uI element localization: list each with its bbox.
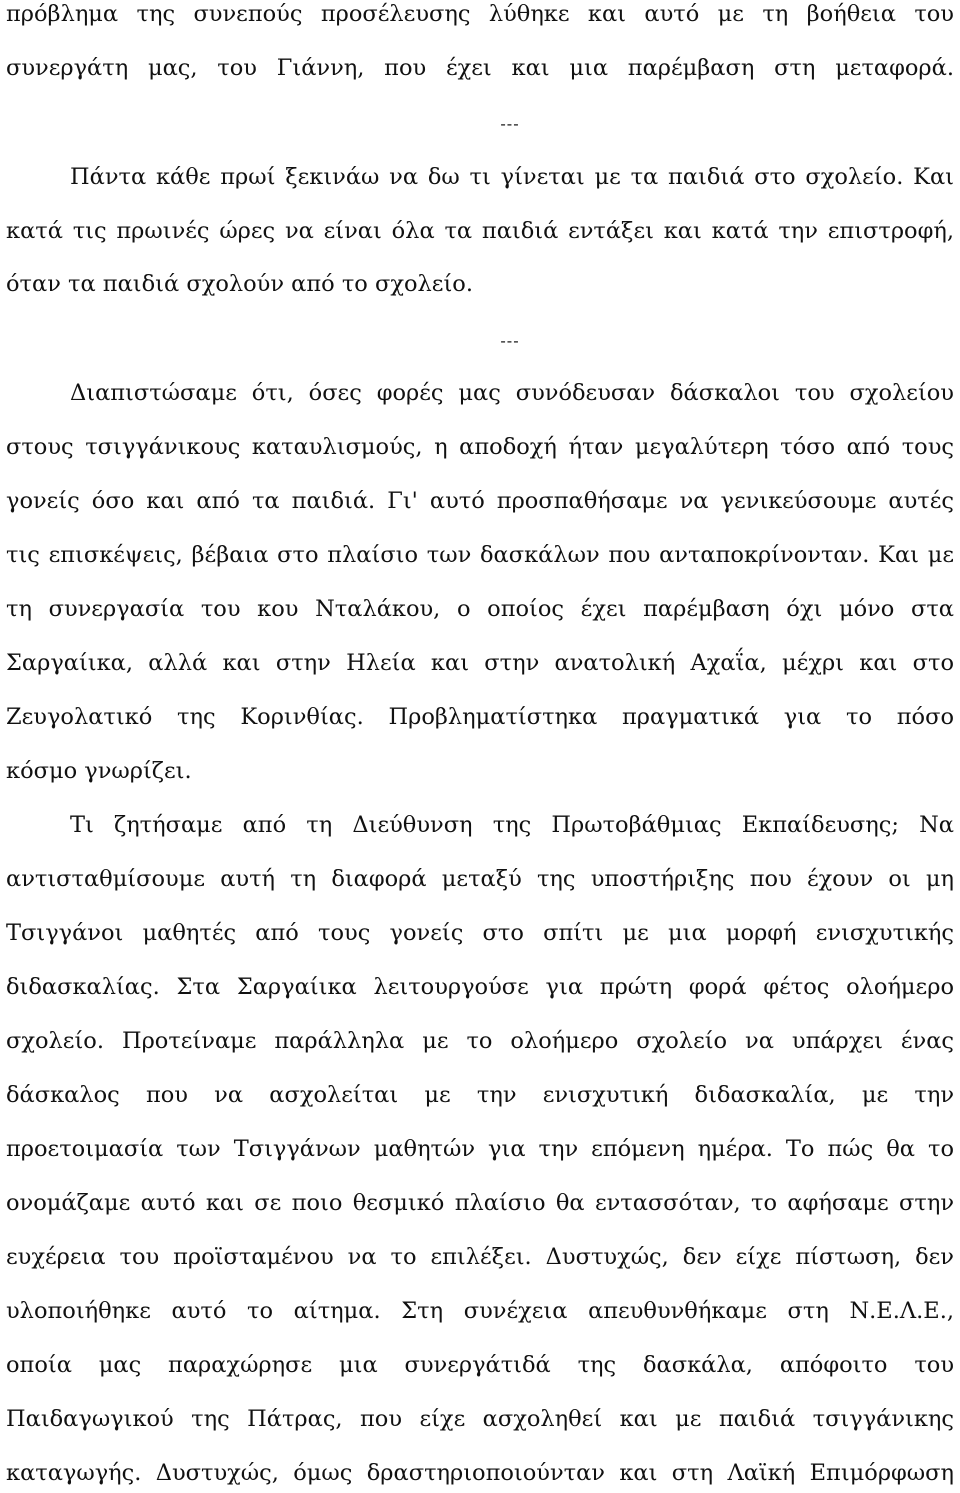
text-line: Ζευγολατικό της Κορινθίας. Προβληματίστηκα πραγματικά για το πόσο — [6, 704, 954, 730]
text-line: δάσκαλος που να ασχολείται με την ενισχυτική διδασκαλία, με την — [6, 1082, 954, 1108]
text-line: οποία μας παραχώρησε μια συνεργάτιδά της δασκάλα, απόφοιτο του — [6, 1352, 954, 1378]
text-line: συνεργάτη μας, του Γιάννη, που έχει και μια παρέμβαση στη μεταφορά. — [6, 55, 954, 81]
section-separator: --- — [500, 331, 520, 350]
text-line: κατά τις πρωινές ώρες να είναι όλα τα παιδιά εντάξει και κατά την επιστροφή, — [6, 218, 954, 244]
text-line: Τσιγγάνοι μαθητές από τους γονείς στο σπίτι με μια μορφή ενισχυτικής — [6, 920, 954, 946]
text-line: αντισταθμίσουμε αυτή τη διαφορά μεταξύ της υποστήριξης που έχουν οι μη — [6, 866, 954, 892]
text-line: Τι ζητήσαμε από τη Διεύθυνση της Πρωτοβάθμιας Εκπαίδευσης; Να — [70, 812, 954, 838]
text-line: προετοιμασία των Τσιγγάνων μαθητών για την επόμενη ημέρα. Το πώς θα το — [6, 1136, 954, 1162]
text-line: όταν τα παιδιά σχολούν από το σχολείο. — [6, 271, 473, 297]
text-line: ευχέρεια του προϊσταμένου να το επιλέξει. Δυστυχώς, δεν είχε πίστωση, δεν — [6, 1244, 954, 1270]
text-line: Διαπιστώσαμε ότι, όσες φορές μας συνόδευσαν δάσκαλοι του σχολείου — [70, 380, 954, 406]
text-line: τη συνεργασία του κου Νταλάκου, ο οποίος έχει παρέμβαση όχι μόνο στα — [6, 596, 954, 622]
text-line: γονείς όσο και από τα παιδιά. Γι' αυτό προσπαθήσαμε να γενικεύσουμε αυτές — [6, 488, 954, 514]
section-separator: --- — [500, 114, 520, 133]
text-line: Παιδαγωγικού της Πάτρας, που είχε ασχοληθεί και με παιδιά τσιγγάνικης — [6, 1406, 954, 1432]
text-line: Σαργαίικα, αλλά και στην Ηλεία και στην ανατολική Αχαΐα, μέχρι και στο — [6, 650, 954, 676]
text-line: υλοποιήθηκε αυτό το αίτημα. Στη συνέχεια απευθυνθήκαμε στη Ν.Ε.Λ.Ε., — [6, 1298, 954, 1324]
text-line: τις επισκέψεις, βέβαια στο πλαίσιο των δασκάλων που ανταποκρίνονταν. Και με — [6, 542, 954, 568]
text-line: ονομάζαμε αυτό και σε ποιο θεσμικό πλαίσιο θα εντασσόταν, το αφήσαμε στην — [6, 1190, 954, 1216]
text-line: σχολείο. Προτείναμε παράλληλα με το ολοήμερο σχολείο να υπάρχει ένας — [6, 1028, 954, 1054]
text-line: κόσμο γνωρίζει. — [6, 758, 192, 784]
text-line: διδασκαλίας. Στα Σαργαίικα λειτουργούσε για πρώτη φορά φέτος ολοήμερο — [6, 974, 954, 1000]
text-line: πρόβλημα της συνεπούς προσέλευσης λύθηκε και αυτό με τη βοήθεια του — [6, 1, 954, 27]
text-line: καταγωγής. Δυστυχώς, όμως δραστηριοποιούνταν και στη Λαϊκή Επιμόρφωση — [6, 1460, 954, 1486]
text-line: Πάντα κάθε πρωί ξεκινάω να δω τι γίνεται με τα παιδιά στο σχολείο. Και — [70, 164, 954, 190]
text-line: στους τσιγγάνικους καταυλισμούς, η αποδοχή ήταν μεγαλύτερη τόσο από τους — [6, 434, 954, 460]
